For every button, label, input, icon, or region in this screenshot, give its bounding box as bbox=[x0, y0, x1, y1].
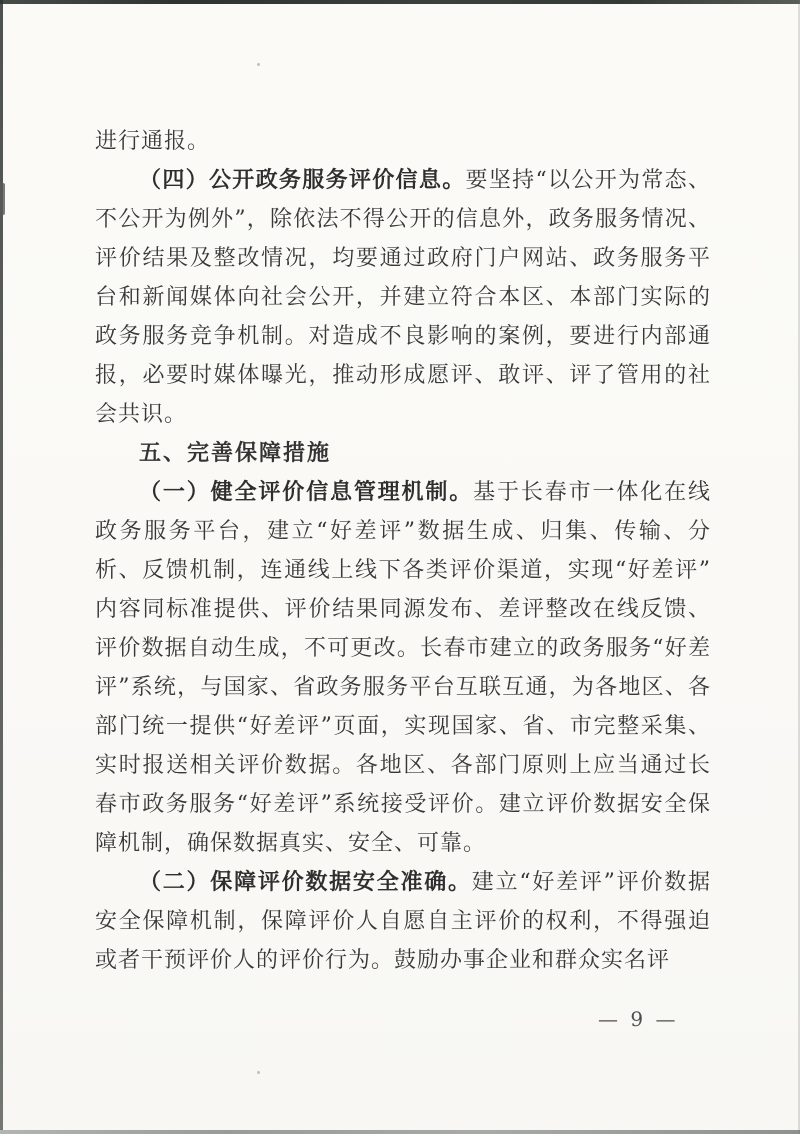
scan-edge-top bbox=[0, 0, 800, 4]
paragraph-lead: （四）公开政务服务评价信息。 bbox=[139, 167, 466, 193]
paragraph-lead: （二）保障评价数据安全准确。 bbox=[139, 869, 472, 895]
page-number: — 9 — bbox=[598, 1007, 679, 1031]
scan-smudge bbox=[0, 183, 5, 215]
paragraph-lead: （一）健全评价信息管理机制。 bbox=[139, 479, 474, 505]
section-heading: 五、完善保障措施 bbox=[139, 441, 332, 466]
document-text bbox=[95, 122, 711, 980]
paragraph: 进行通报。 bbox=[95, 129, 211, 154]
scan-speck bbox=[257, 1071, 260, 1074]
scan-edge-left bbox=[0, 0, 3, 1134]
scan-edge-bottom bbox=[0, 1130, 800, 1134]
paragraph: （四）公开政务服务评价信息。要坚持“以公开为常态、不公开为例外”，除依法不得公开的信息外，政务服务情况、评价结果及整改情况，均要通过政府门户网站、政务服务平台和新闻媒体向社会公开，并建立符合本区、本部门实际的政务服务竞争机制。对造成不良影响的案例，要进行内部通报，必要时媒体曝光，推动形成愿评、敢评、评了管用的社会共识。 bbox=[95, 167, 711, 427]
paragraph: （二）保障评价数据安全准确。建立“好差评”评价数据安全保障机制，保障评价人自愿自主评价的权利，不得强迫或者干预评价人的评价行为。鼓励办事企业和群众实名评 bbox=[95, 869, 711, 973]
paragraph: （一）健全评价信息管理机制。基于长春市一体化在线政务服务平台，建立“好差评”数据生成、归集、传输、分析、反馈机制，连通线上线下各类评价渠道，实现“好差评”内容同标准提供、评价结果同源发布、差评整改在线反馈、评价数据自动生成，不可更改。长春市建立的政务服务“好差评”系统，与国家、省政务服务平台互联互通，为各地区、各部门统一提供“好差评”页面，实现国家、省、市完整采集、实时报送相关评价数据。各地区、各部门原则上应当通过长春市政务服务“好差评”系统接受评价。建立评价数据安全保障机制，确保数据真实、安全、可靠。 bbox=[95, 479, 711, 856]
scan-speck bbox=[257, 63, 260, 66]
